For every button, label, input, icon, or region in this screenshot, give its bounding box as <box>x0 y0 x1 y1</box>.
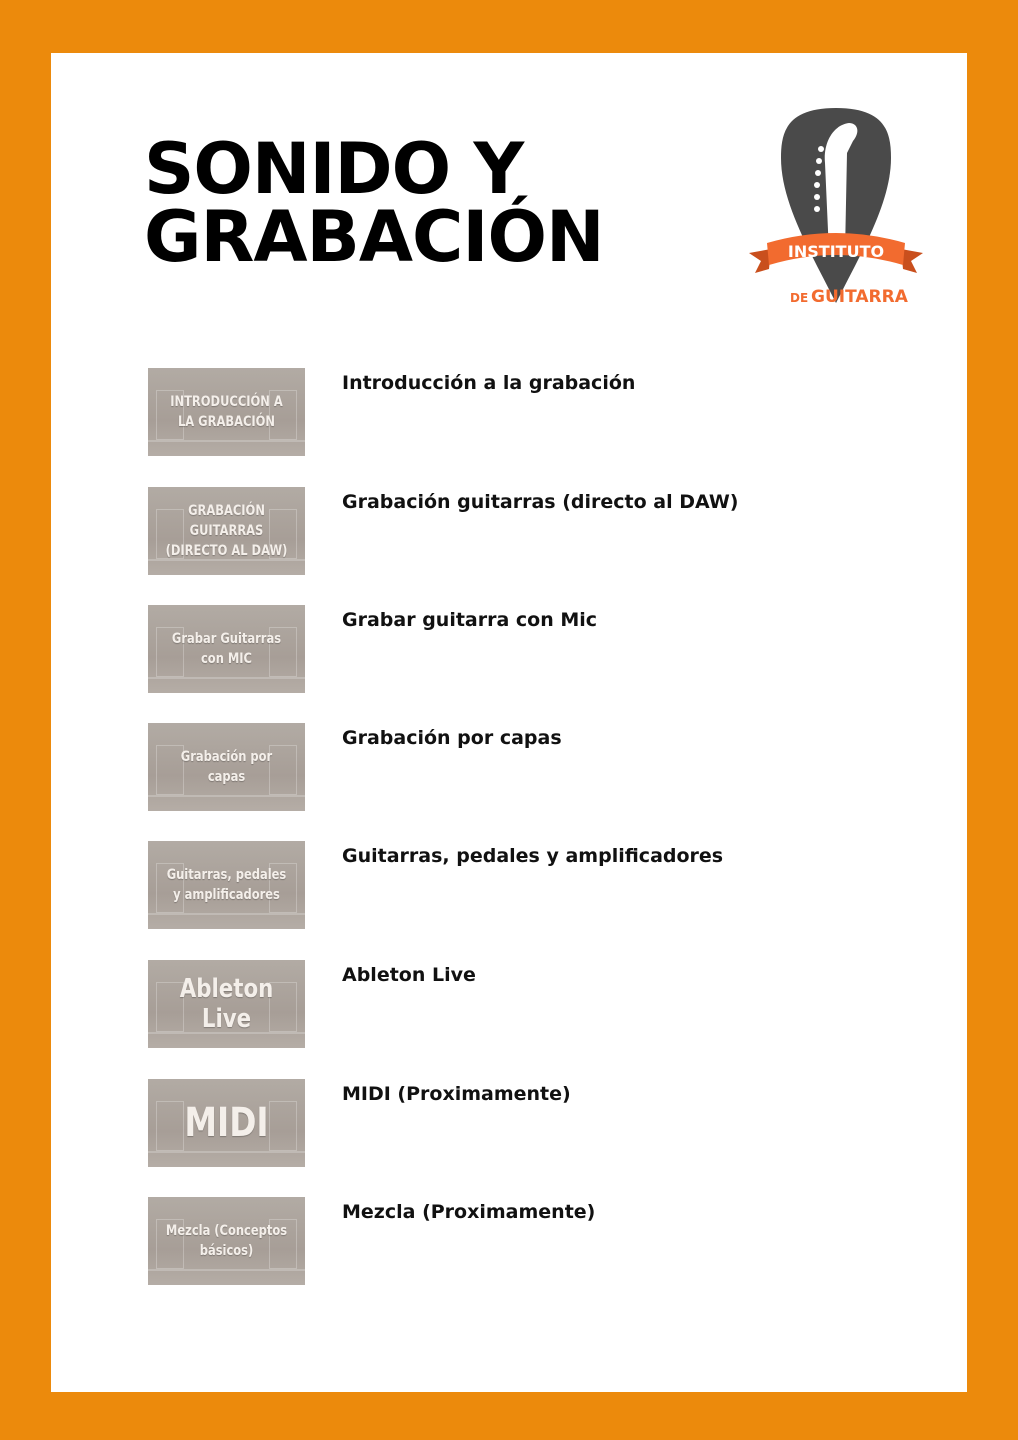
course-thumbnail[interactable] <box>148 723 305 811</box>
course-item[interactable] <box>148 368 908 458</box>
course-title[interactable]: Grabación guitarras (directo al DAW) <box>342 491 739 513</box>
course-title[interactable]: Grabar guitarra con Mic <box>342 609 598 631</box>
course-thumbnail[interactable] <box>148 605 305 693</box>
page-title <box>144 128 604 278</box>
course-thumbnail[interactable] <box>148 841 305 929</box>
title-line-1: SONIDO Y <box>144 128 524 210</box>
title-line-2: GRABACIÓN <box>144 196 604 278</box>
course-thumbnail[interactable] <box>148 1197 305 1285</box>
instituto-de-guitarra-logo <box>741 103 931 313</box>
course-item[interactable] <box>148 723 908 813</box>
course-item[interactable] <box>148 1079 908 1169</box>
course-thumbnail[interactable] <box>148 960 305 1048</box>
course-item[interactable] <box>148 487 908 577</box>
course-item[interactable] <box>148 960 908 1050</box>
thumbnail-caption: INTRODUCCIÓN A LA GRABACIÓN <box>170 394 283 430</box>
course-item[interactable] <box>148 841 908 931</box>
logo-word-de: DE <box>790 291 809 305</box>
course-item[interactable] <box>148 605 908 695</box>
course-title[interactable]: Ableton Live <box>342 964 476 986</box>
course-thumbnail[interactable] <box>148 1079 305 1167</box>
course-title[interactable]: MIDI (Proximamente) <box>342 1083 571 1105</box>
thumbnail-caption: MIDI <box>184 1100 269 1146</box>
course-item[interactable] <box>148 1197 908 1287</box>
course-title[interactable]: Guitarras, pedales y amplificadores <box>342 845 724 867</box>
thumbnail-caption: Mezcla (Conceptos básicos) <box>165 1223 288 1259</box>
course-thumbnail[interactable] <box>148 487 305 575</box>
course-title[interactable]: Grabación por capas <box>342 727 562 749</box>
logo-word-guitarra: GUITARRA <box>811 287 908 307</box>
thumbnail-caption: Guitarras, pedales y amplificadores <box>166 867 287 903</box>
thumbnail-caption: Grabar Guitarras con MIC <box>171 631 282 667</box>
thumbnail-caption: Ableton Live <box>179 974 274 1034</box>
thumbnail-caption: Grabación por capas <box>180 749 273 785</box>
course-title[interactable]: Mezcla (Proximamente) <box>342 1201 596 1223</box>
page-sheet <box>51 53 967 1392</box>
course-title[interactable]: Introducción a la grabación <box>342 372 636 394</box>
thumbnail-caption: GRABACIÓN GUITARRAS (DIRECTO AL DAW) <box>165 503 288 559</box>
course-thumbnail[interactable] <box>148 368 305 456</box>
logo-word-instituto: INSTITUTO <box>787 242 885 261</box>
